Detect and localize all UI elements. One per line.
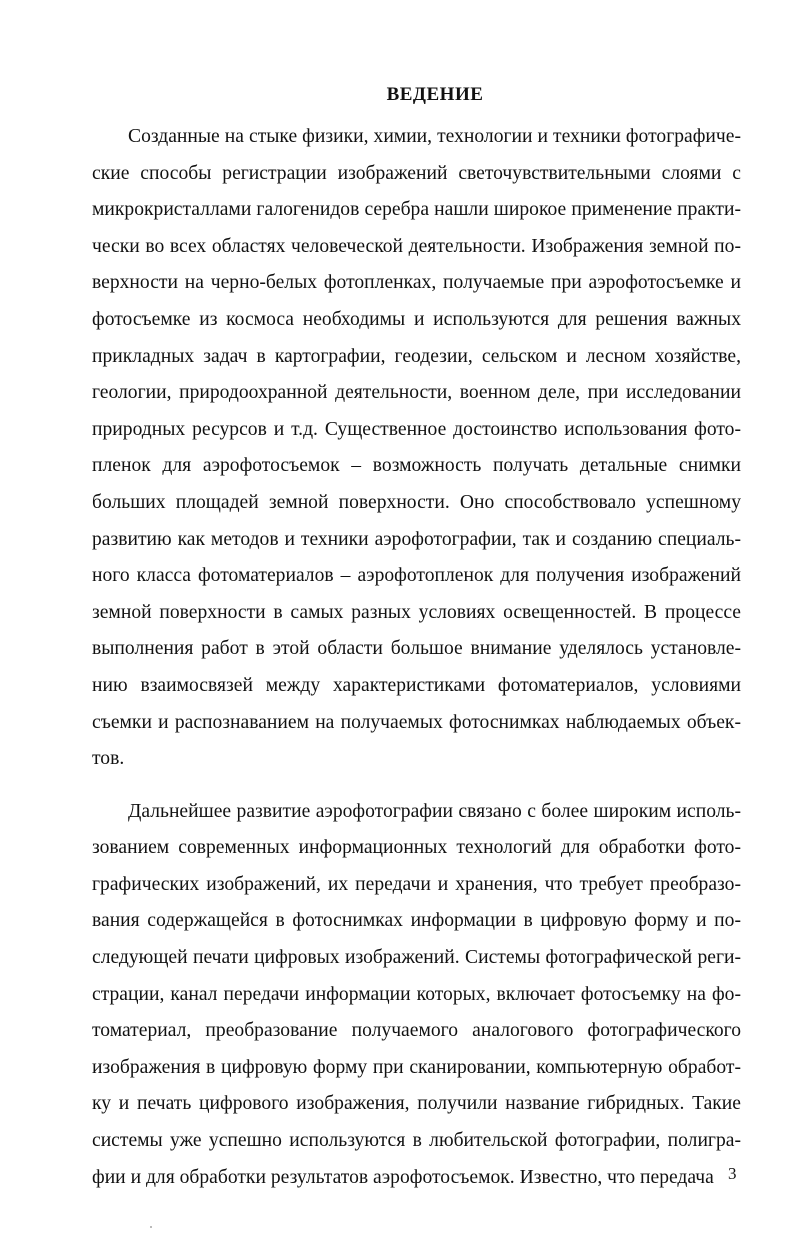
body-text	[92, 119, 741, 1196]
paragraph-2: Дальнейшее развитие аэрофотографии связано с более широким использованием современных информационных технологий для обработки фотографических изображений, их передачи и хранения, что требует преобразования содержащейся в фотоснимках информации в цифровую форму и последующей печати цифровых изображений. Системы фотографической регистрации, канал передачи информации которых, включает фотосъемку на фотоматериал, преобразование получаемого аналогового фотографического изображения в цифровую форму при сканировании, компьютерную обработку и печать цифрового изображения, получили название гибридных. Такие системы уже успешно используются в любительской фотографии, полиграфии и для обработки результатов аэрофотосъемок. Известно, что передача	[92, 800, 741, 1188]
page-number: 3	[728, 1164, 737, 1183]
scan-artifact	[150, 1226, 152, 1228]
page-title: ВЕДЕНИЕ	[386, 84, 484, 105]
paragraph-1: Созданные на стыке физики, химии, технологии и техники фотографические способы регистрации изображений светочувствительными слоями с микрокристаллами галогенидов серебра нашли широкое применение практически во всех областях человеческой деятельности. Изображения земной поверхности на черно-белых фотопленках, получаемые при аэрофотосъемке и фотосъемке из космоса необходимы и используются для решения важных прикладных задач в картографии, геодезии, сельском и лесном хозяйстве, геологии, природоохранной деятельности, военном деле, при исследовании природных ресурсов и т.д. Существенное достоинство использования фотопленок для аэрофотосъемок – возможность получать детальные снимки больших площадей земной поверхности. Оно способствовало успешному развитию как методов и техники аэрофотографии, так и созданию специального класса фотоматериалов – аэрофотопленок для получения изображений земной поверхности в самых разных условиях освещенностей. В процессе выполнения работ в этой области большое внимание уделялось установлению взаимосвязей между характеристиками фотоматериалов, условиями съемки и распознаванием на получаемых фотоснимках наблюдаемых объектов.	[92, 126, 741, 770]
